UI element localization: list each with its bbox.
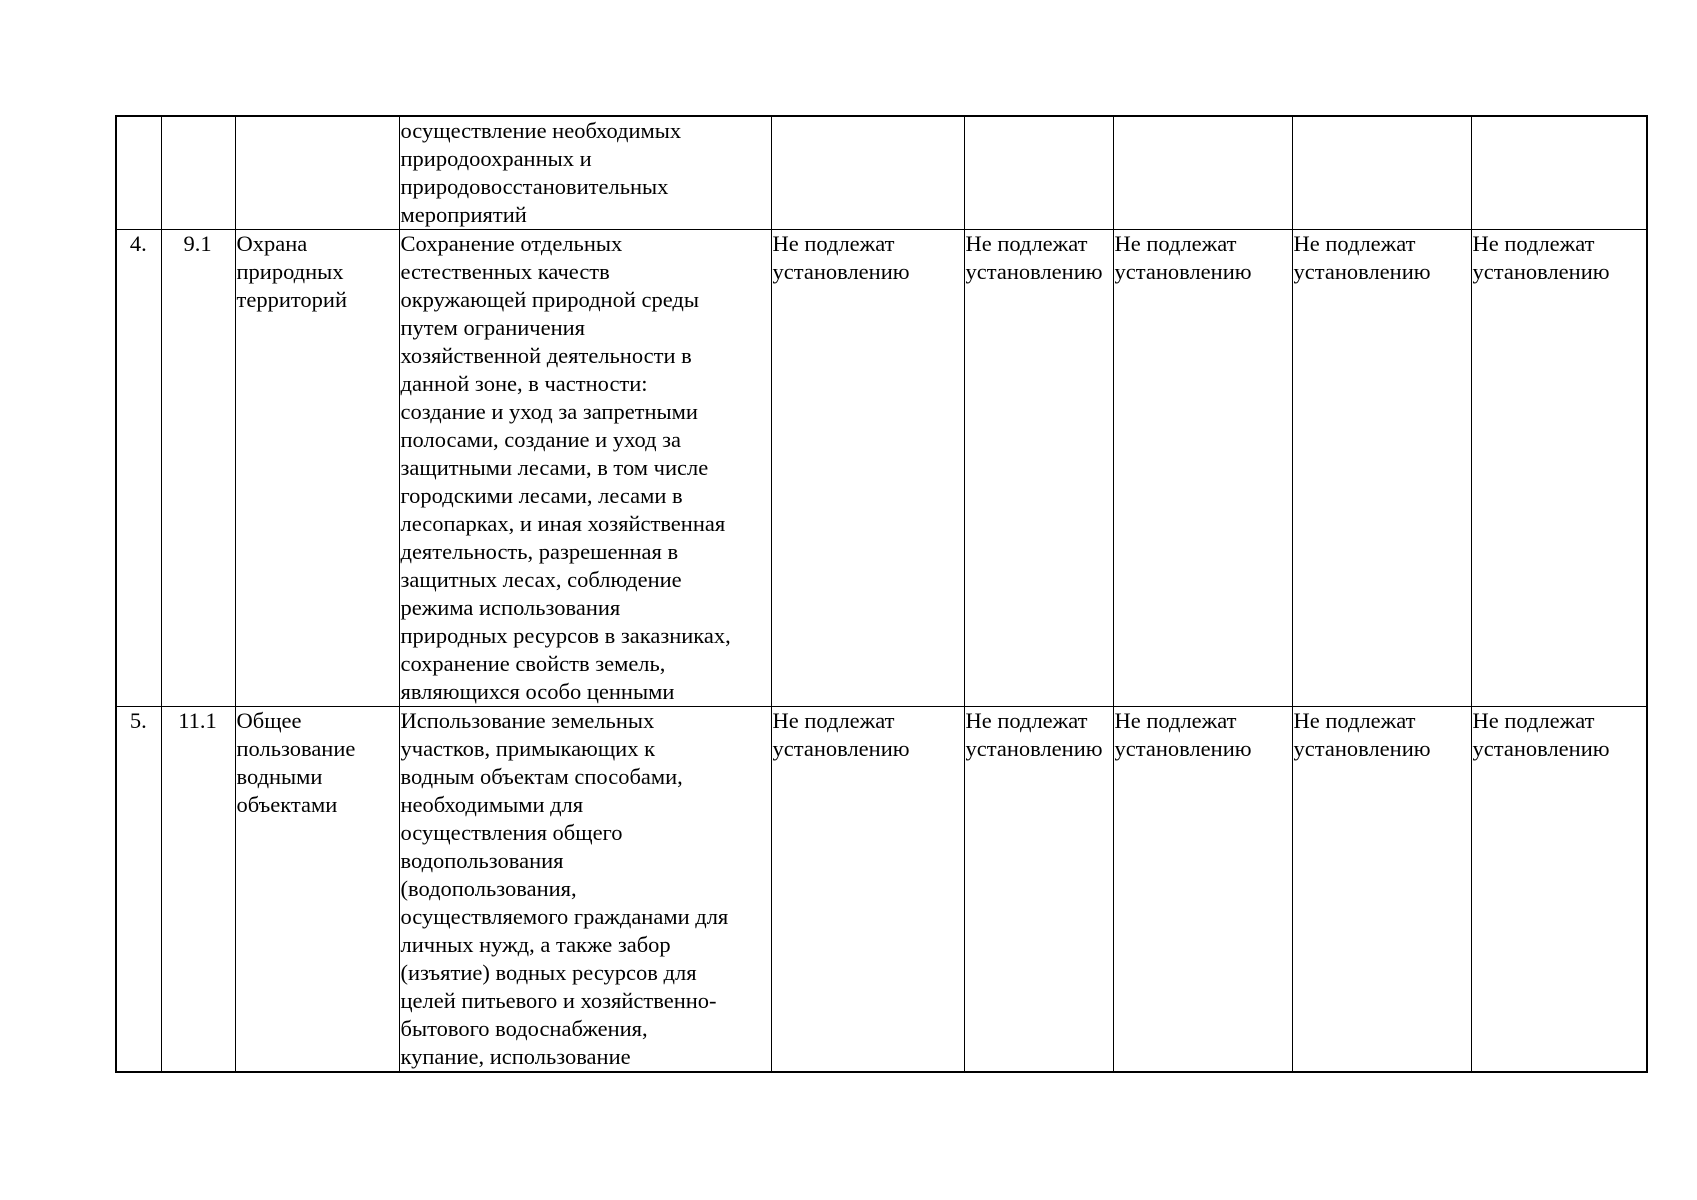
parameter-cell-1: Не подлежат установлению [771, 230, 964, 707]
use-name-cell: Общее пользование водными объектами [235, 707, 399, 1073]
parameter-cell-5 [1471, 116, 1647, 230]
use-code-cell: 11.1 [161, 707, 235, 1073]
parameter-cell-4: Не подлежат установлению [1292, 707, 1471, 1073]
row-number-cell [116, 116, 161, 230]
use-description-cell: Сохранение отдельных естественных качеств окружающей природной среды путем ограничения хозяйственной деятельности в данной зоне, в частности: создание и уход за запретными полосами, создание и уход за защитными лесами, в том числе городскими лесами, лесами в лесопарках, и иная хозяйственная деятельность, разрешенная в защитных лесах, соблюдение режима использования природных ресурсов в заказниках, сохранение свойств земель, являющихся особо ценными [399, 230, 771, 707]
row-number-cell: 4. [116, 230, 161, 707]
parameter-cell-2 [964, 116, 1113, 230]
parameter-cell-1: Не подлежат установлению [771, 707, 964, 1073]
parameter-cell-5: Не подлежат установлению [1471, 707, 1647, 1073]
row-number-cell: 5. [116, 707, 161, 1073]
parameter-cell-1 [771, 116, 964, 230]
parameter-cell-5: Не подлежат установлению [1471, 230, 1647, 707]
use-name-cell: Охрана природных территорий [235, 230, 399, 707]
parameter-cell-3 [1113, 116, 1292, 230]
parameter-cell-4 [1292, 116, 1471, 230]
use-description-cell: Использование земельных участков, примыкающих к водным объектам способами, необходимыми для осуществления общего водопользования (водопользования, осуществляемого гражданами для личных нужд, а также забор (изъятие) водных ресурсов для целей питьевого и хозяйственно- бытового водоснабжения, купание, использование [399, 707, 771, 1073]
parameter-cell-2: Не подлежат установлению [964, 230, 1113, 707]
use-code-cell: 9.1 [161, 230, 235, 707]
parameter-cell-3: Не подлежат установлению [1113, 707, 1292, 1073]
table-row [116, 116, 1647, 230]
use-code-cell [161, 116, 235, 230]
use-description-cell: осуществление необходимых природоохранных и природовосстановительных мероприятий [399, 116, 771, 230]
use-name-cell [235, 116, 399, 230]
parameter-cell-2: Не подлежат установлению [964, 707, 1113, 1073]
land-use-regulations-table [115, 115, 1648, 1073]
table-row [116, 230, 1647, 707]
parameter-cell-3: Не подлежат установлению [1113, 230, 1292, 707]
parameter-cell-4: Не подлежат установлению [1292, 230, 1471, 707]
table-row [116, 707, 1647, 1073]
